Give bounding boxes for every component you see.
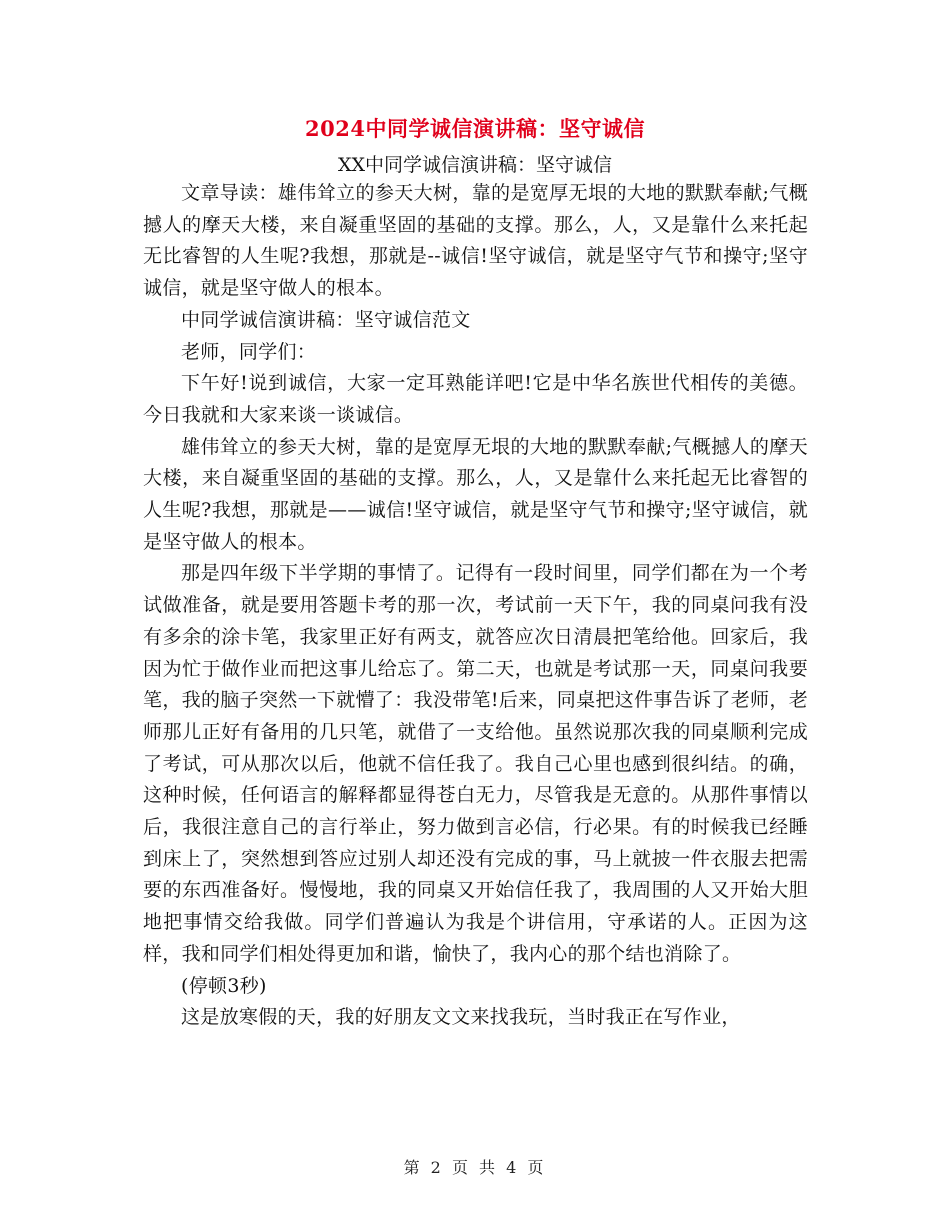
paragraph-opening: 下午好!说到诚信，大家一定耳熟能详吧!它是中华名族世代相传的美德。今日我就和大家来谈一谈诚信。 [143, 372, 808, 426]
paragraph-story: 那是四年级下半学期的事情了。记得有一段时间里，同学们都在为一个考试做准备，就是要用答题卡考的那一次，考试前一天下午，我的同桌问我有没有多余的涂卡笔，我家里正好有两支，就答应次日清晨把笔给他。回家后，我因为忙于做作业而把这事儿给忘了。第二天，也就是考试那一天，同桌问我要笔，我的脑子突然一下就懵了：我没带笔!后来，同桌把这件事告诉了老师，老师那儿正好有备用的几只笔，就借了一支给他。虽然说那次我的同桌顺利完成了考试，可从那次以后，他就不信任我了。我自己心里也感到很纠结。的确，这种时候，任何语言的解释都显得苍白无力，尽管我是无意的。从那件事情以后，我很注意自己的言行举止，努力做到言必信，行必果。有的时候我已经睡到床上了，突然想到答应过别人却还没有完成的事，马上就披一件衣服去把需要的东西准备好。慢慢地，我的同桌又开始信任我了，我周围的人又开始大胆地把事情交给我做。同学们普遍认为我是个讲信用，守承诺的人。正因为这样，我和同学们相处得更加和谐，愉快了，我内心的那个结也消除了。 [143, 562, 808, 965]
document-title: 2024中同学诚信演讲稿：坚守诚信 [305, 116, 645, 141]
paragraph-continuation: 这是放寒假的天，我的好朋友文文来找我玩，当时我正在写作业， [181, 1006, 741, 1029]
page-number-footer: 第 2 页 共 4 页 [403, 1158, 547, 1177]
paragraph-heading: 中同学诚信演讲稿：坚守诚信范文 [181, 308, 471, 331]
document-subtitle: XX中同学诚信演讲稿：坚守诚信 [337, 154, 613, 176]
paragraph-greeting: 老师，同学们： [181, 340, 317, 363]
paragraph-intro: 文章导读：雄伟耸立的参天大树，靠的是宽厚无垠的大地的默默奉献;气概撼人的摩天大楼，来自凝重坚固的基础的支撑。那么，人，又是靠什么来托起无比睿智的人生呢?我想，那就是--诚信!坚守诚信，就是坚守气节和操守;坚守诚信，就是坚守做人的根本。 [143, 182, 808, 300]
paragraph-pause: (停顿3秒) [181, 974, 267, 997]
document-body [143, 178, 808, 1034]
paragraph-thesis: 雄伟耸立的参天大树，靠的是宽厚无垠的大地的默默奉献;气概撼人的摩天大楼，来自凝重坚固的基础的支撑。那么，人，又是靠什么来托起无比睿智的人生呢?我想，那就是——诚信!坚守诚信，就是坚守气节和操守;坚守诚信，就是坚守做人的根本。 [143, 435, 808, 553]
